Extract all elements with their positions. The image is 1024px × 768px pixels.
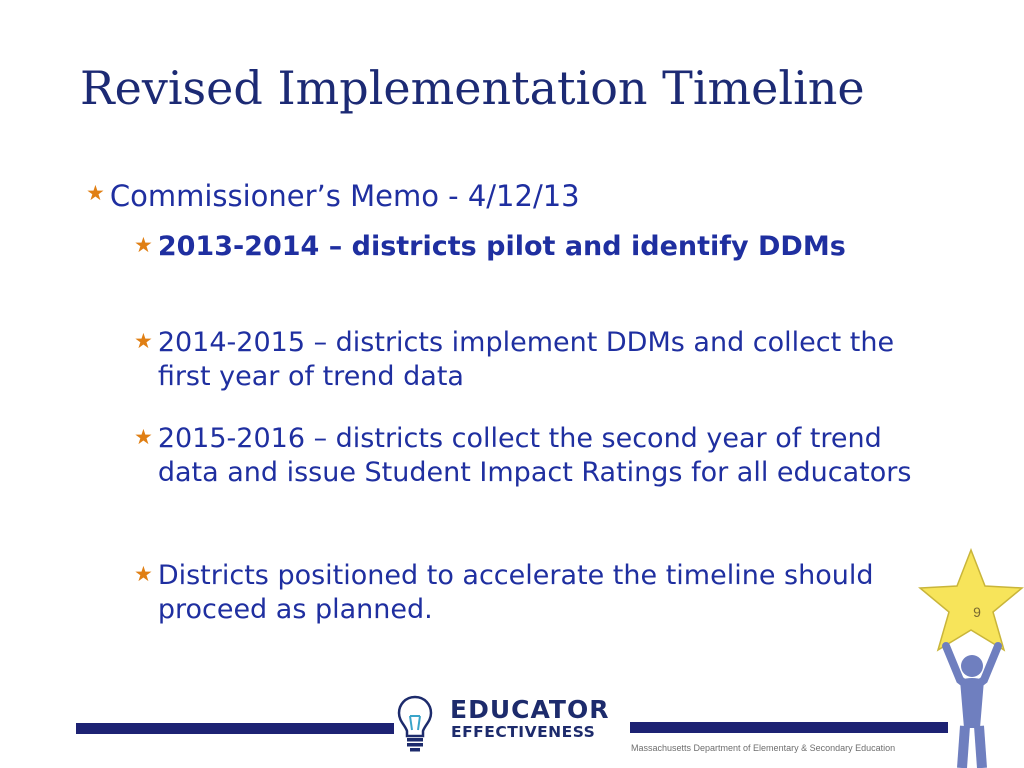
department-name: Massachusetts Department of Elementary & Secondary Education [631, 743, 896, 753]
logo-text-effectiveness: EFFECTIVENESS [451, 723, 596, 741]
sub-bullet-text: 2014-2015 – districts implement DDMs and collect the first year of trend data [157, 327, 895, 393]
page-number: 9 [973, 604, 981, 620]
main-bullet-text: Commissioner’s Memo - 4/12/13 [109, 179, 580, 213]
star-bullet-icon: ★ [134, 233, 153, 257]
sub-bullet-accelerate [134, 559, 894, 627]
footer-bar-right [630, 722, 948, 733]
logo-text-educator: EDUCATOR [450, 695, 610, 724]
sub-bullet-text: Districts positioned to accelerate the timeline should proceed as planned. [157, 560, 874, 626]
star-bullet-icon: ★ [134, 562, 153, 586]
star-bullet-icon: ★ [134, 329, 153, 353]
slide-title: Revised Implementation Timeline [80, 61, 865, 115]
star-bullet-icon: ★ [134, 425, 153, 449]
lightbulb-icon [396, 694, 434, 754]
main-bullet [86, 178, 746, 215]
star-bullet-icon: ★ [86, 181, 105, 205]
sub-bullet-text: 2013-2014 – districts pilot and identify DDMs [157, 231, 846, 262]
footer-bar-left [76, 723, 394, 734]
sub-bullet-2015-2016 [134, 422, 934, 490]
sub-bullet-text: 2015-2016 – districts collect the second year of trend data and issue Student Impact Ratings for all educators [157, 423, 912, 489]
sub-bullet-2014-2015 [134, 326, 934, 394]
sub-bullet-2013-2014 [134, 230, 934, 264]
star-person-icon [918, 548, 1024, 768]
